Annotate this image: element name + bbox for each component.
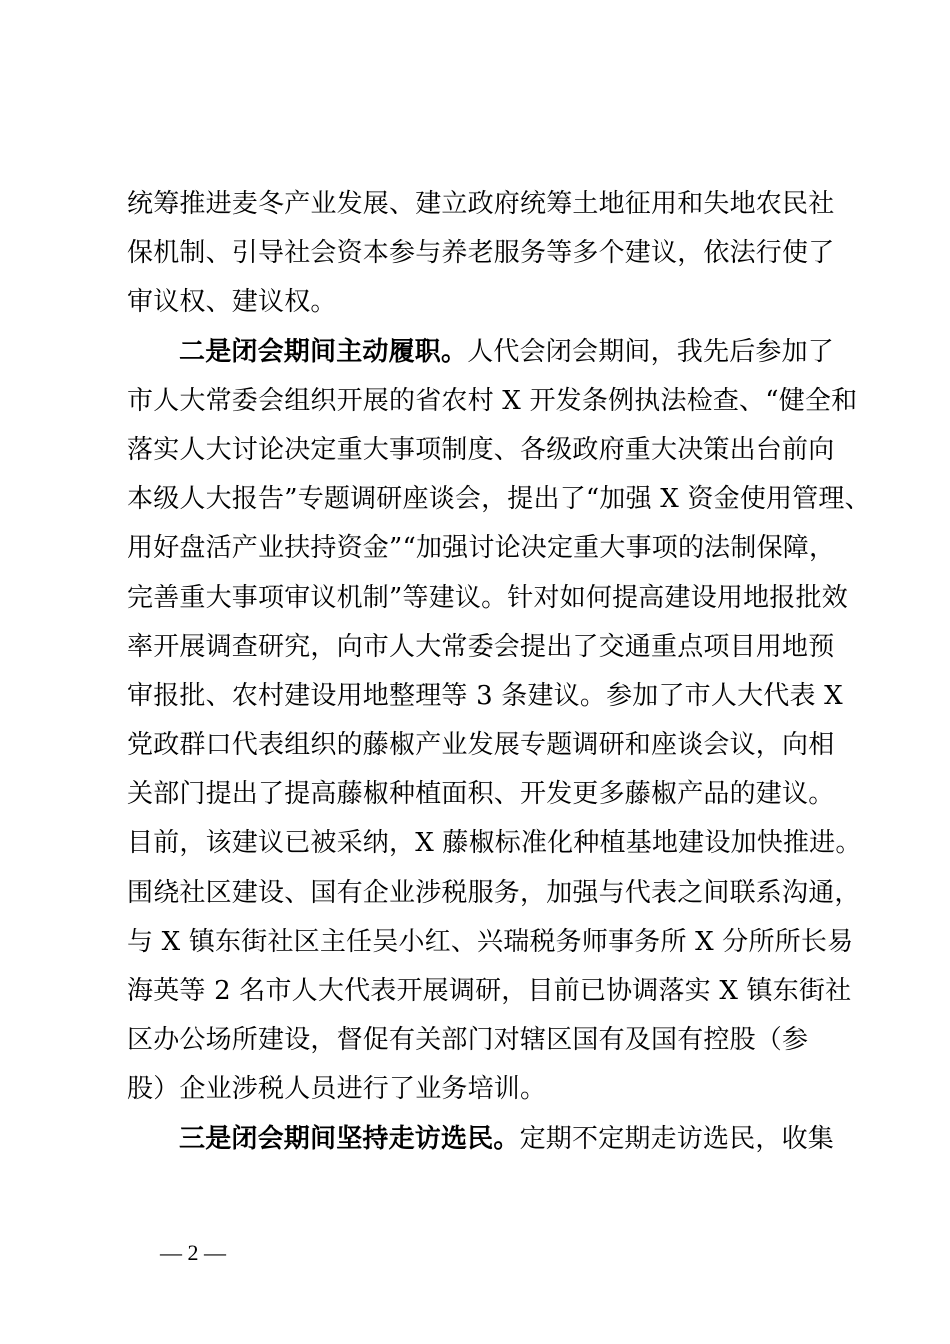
text-line: 落实人大讨论决定重大事项制度、各级政府重大决策出台前向: [127, 434, 835, 465]
text-segment: 人代会闭会期间，我先后参加了: [467, 336, 835, 367]
text-line: 率开展调查研究，向市人大常委会提出了交通重点项目用地预: [127, 631, 835, 662]
paragraph-first-line: [127, 328, 857, 377]
page-number: — 2 —: [160, 1240, 226, 1265]
text-line: 市人大常委会组织开展的省农村 X 开发条例执法检查、“健全和: [127, 385, 858, 416]
text-line: 海英等 2 名市人大代表开展调研，目前已协调落实 X 镇东街社: [127, 976, 852, 1006]
text-line: 审报批、农村建设用地整理等 3 条建议。参加了市人大代表 X: [127, 680, 843, 711]
text-line: 目前，该建议已被采纳，X 藤椒标准化种植基地建设加快推进。: [127, 828, 862, 859]
text-line: 审议权、建议权。: [127, 287, 337, 318]
text-line: 党政群口代表组织的藤椒产业发展专题调研和座谈会议，向相: [127, 730, 835, 761]
text-line: 关部门提出了提高藤椒种植面积、开发更多藤椒产品的建议。: [127, 779, 835, 810]
text-segment: 定期不定期走访选民，收集: [519, 1123, 835, 1154]
paragraph-heading: 三是闭会期间坚持走访选民。: [179, 1123, 520, 1154]
text-line: 完善重大事项审议机制”等建议。针对如何提高建设用地报批效: [127, 582, 848, 613]
text-line: 与 X 镇东街社区主任吴小红、兴瑞税务师事务所 X 分所所长易: [127, 926, 854, 957]
text-line: 保机制、引导社会资本参与养老服务等多个建议，依法行使了: [127, 238, 835, 269]
text-line: 股）企业涉税人员进行了业务培训。: [127, 1074, 547, 1105]
text-line: 用好盘活产业扶持资金”“加强讨论决定重大事项的法制保障，: [127, 533, 836, 564]
paragraph-heading: 二是闭会期间主动履职。: [179, 336, 468, 367]
text-line: 区办公场所建设，督促有关部门对辖区国有及国有控股（参: [127, 1025, 809, 1056]
text-line: 统筹推进麦冬产业发展、建立政府统筹土地征用和失地农民社: [127, 189, 835, 219]
text-line: 围绕社区建设、国有企业涉税服务，加强与代表之间联系沟通，: [127, 877, 861, 908]
paragraph-first-line: [127, 1115, 857, 1164]
document-body: [127, 180, 871, 1164]
text-line: 本级人大报告”专题调研座谈会，提出了“加强 X 资金使用管理、: [127, 484, 871, 515]
